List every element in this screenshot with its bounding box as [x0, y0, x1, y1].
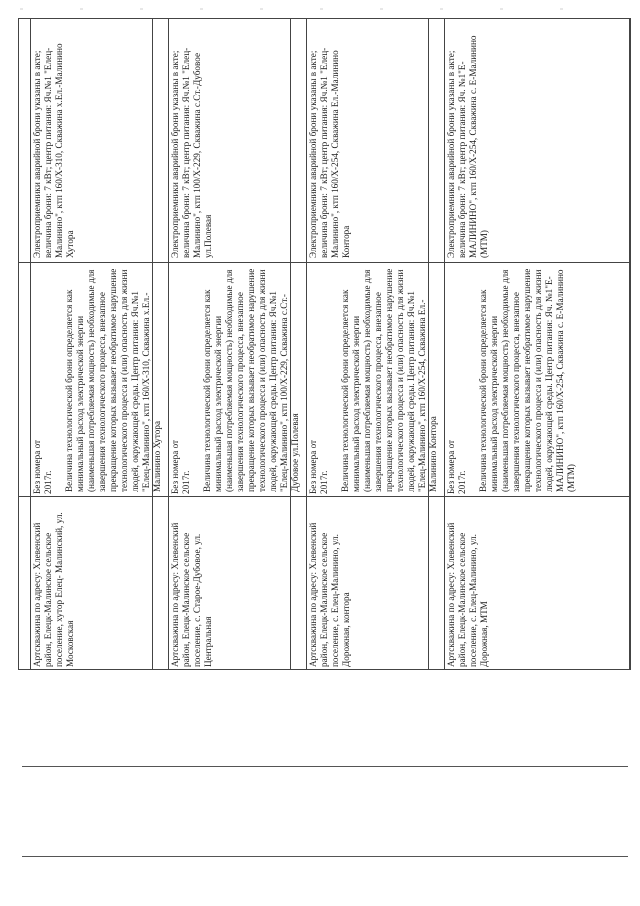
row2-description-cell — [168, 262, 300, 496]
col-border — [630, 18, 631, 670]
row-border — [18, 669, 630, 670]
row1-description: Величина технологической брони определяется как минимальный расход электрической энергии (наименьшая потребляемая мощность) необходимые для завершения технологического процесса, внезапное прекращение которых вызывает необратимое нарушение технологического процесса и (или) опасность для жизни людей, окружающей среды. Центр питания: Яч.№1 "Елец-Малинино", ктп 160/Х-310, Скважина х.Ел.-Малинино Хутора — [64, 268, 162, 492]
row1-address: Артскважина по адресу: Хлевенский район, Елецк-Малинское сельское поселение, хутор Елец- Малинский, ул. Московская — [32, 512, 75, 667]
row1-note-cell — [30, 18, 152, 262]
row3-address-cell — [306, 496, 428, 669]
row3-description: Величина технологической брони определяется как минимальный расход электрической энергии (наименьшая потребляемая мощность) необходимые для завершения технологического процесса, внезапное прекращение которых вызывает необратимое нарушение технологического процесса и (или) опасность для жизни людей, окружающей среды. Центр питания: Яч.№1 "Елец-Малинино", ктп 160/Х-254, Скважина Ел.-Малинино Контора — [340, 268, 438, 492]
row2-address: Артскважина по адресу: Хлевенский район, Елецк-Малинское сельское поселение, с. Старое-Дубовое, ул. Центральная — [170, 522, 213, 667]
row1-description-cell — [30, 262, 162, 496]
row1-registry: Без номера от 2017г. — [32, 439, 53, 494]
row2-description: Величина технологической брони определяется как минимальный расход электрической энергии (наименьшая потребляемая мощность) необходимые для завершения технологического процесса, внезапное прекращение которых вызывает необратимое нарушение технологического процесса и (или) опасность для жизни людей, окружающей среды. Центр питания: Яч.№1 "Елец-Малинино", ктп 100/Х-229, Скважина с.Ст.-Дубовое ул.Полевая — [202, 268, 300, 492]
row3-note-cell — [306, 18, 428, 262]
row4-description: Величина технологической брони определяется как минимальный расход электрической энергии (наименьшая потребляемая мощность) необходимые для завершения технологического процесса, внезапное прекращение которых вызывает необратимое нарушение технологического процесса и (или) опасность для жизни людей, окружающей среды. Центр питания: Яч. №1"Е-МАЛИНИНО", ктп 160/Х-254, Скважина с. Е-Малинино (МТМ) — [478, 268, 576, 492]
row3-note: Электроприемники аварийной брони указаны в акте; величина брони: 7 кВт; центр питания: Яч.№1 "Елец- Малинино", ктп 160/Х-254, Скважина Ел.-Малинино Контора — [308, 47, 351, 258]
row2-note: Электроприемники аварийной брони указаны в акте; величина брони: 7 кВт; центр питания: Яч.№1 "Елец- Малинино", ктп 100/Х-229, Скважина с.Ст.-Дубовое ул.Полевая — [170, 47, 213, 258]
row2-registry: Без номера от 2017г. — [170, 439, 191, 494]
row1-address-cell — [30, 496, 152, 669]
row4-registry: Без номера от 2017г. — [446, 439, 467, 494]
scan-artifact — [20, 8, 620, 10]
row4-note: Электроприемники аварийной брони указаны в акте; величина брони: 7 кВт; центр питания: Яч. №1"Е- МАЛИНИНО", ктп 160/Х-254, Скважина с. Е-Малинино (МТМ) — [446, 35, 489, 258]
row4-description-cell — [444, 262, 630, 496]
row3-registry: Без номера от 2017г. — [308, 439, 329, 494]
page-rule — [22, 766, 628, 767]
row3-description-cell — [306, 262, 438, 496]
page-rule — [22, 856, 628, 857]
row4-note-cell — [444, 18, 630, 262]
row4-address-cell — [444, 496, 630, 669]
row2-note-cell — [168, 18, 290, 262]
row2-address-cell — [168, 496, 290, 669]
row1-note: Электроприемники аварийной брони указаны в акте; величина брони: 7 кВт; центр питания: Яч.№1 "Елец- Малинино", ктп 160/Х-310, Скважина х.Ел.-Малинино Хутора — [32, 43, 75, 258]
row4-address: Артскважина по адресу: Хлевенский район, Елецк-Малинское сельское поселение, с. Елец-Малинино, ул. Дорожная, МТМ — [446, 522, 489, 667]
row3-address: Артскважина по адресу: Хлевенский район, Елецк-Малинское сельское поселение, с. Елец-Малинино, ул. Дорожная, контора — [308, 522, 351, 667]
